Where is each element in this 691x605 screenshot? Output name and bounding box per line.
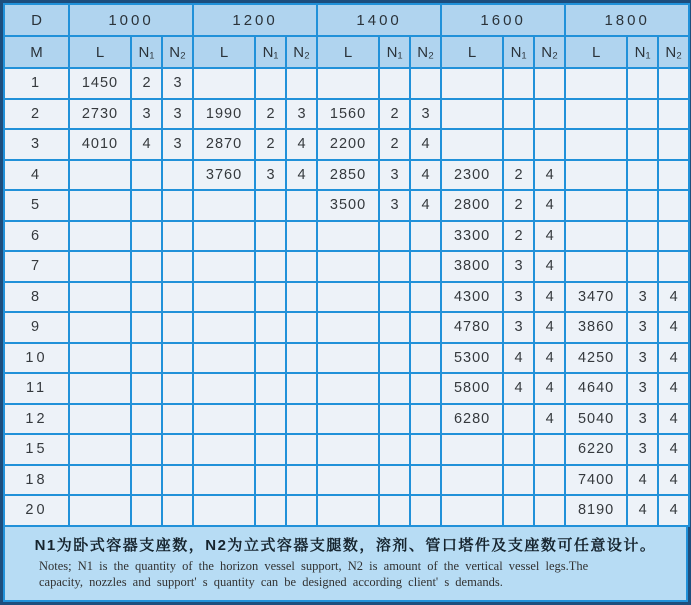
l-cell <box>193 251 255 282</box>
l-cell <box>565 160 627 191</box>
m-value-cell: 20 <box>4 495 69 526</box>
n1-cell: 4 <box>503 343 534 374</box>
n2-header: N₂ <box>410 36 441 68</box>
l-cell <box>193 495 255 526</box>
table-row <box>4 434 689 465</box>
n1-cell: 4 <box>627 465 658 496</box>
n2-cell <box>534 434 565 465</box>
table-row <box>4 312 689 343</box>
l-cell <box>441 68 503 99</box>
table-row <box>4 495 689 526</box>
l-cell <box>317 282 379 313</box>
n2-cell <box>286 68 317 99</box>
n2-cell <box>410 434 441 465</box>
n1-cell <box>131 312 162 343</box>
table-row <box>4 251 689 282</box>
vessel-spec-table <box>3 3 690 527</box>
n1-cell <box>131 343 162 374</box>
n2-cell <box>410 251 441 282</box>
m-value-cell: 18 <box>4 465 69 496</box>
l-cell: 5300 <box>441 343 503 374</box>
l-cell <box>69 251 131 282</box>
table-row <box>4 99 689 130</box>
l-cell <box>441 99 503 130</box>
n2-cell: 4 <box>658 434 689 465</box>
notes-english-line2: capacity, nozzles and support' s quantity can be designed according client' s demands. <box>39 574 503 589</box>
n1-cell <box>627 190 658 221</box>
n1-cell: 3 <box>627 404 658 435</box>
l-cell <box>317 251 379 282</box>
l-cell <box>193 282 255 313</box>
n2-header: N₂ <box>162 36 193 68</box>
n1-cell: 3 <box>627 312 658 343</box>
n1-cell <box>503 434 534 465</box>
n1-cell: 2 <box>379 99 410 130</box>
n1-cell <box>131 251 162 282</box>
n2-cell <box>534 129 565 160</box>
n1-cell <box>131 160 162 191</box>
n2-cell <box>410 343 441 374</box>
n2-cell: 4 <box>658 465 689 496</box>
l-cell <box>317 312 379 343</box>
n2-cell <box>658 221 689 252</box>
n2-cell <box>162 221 193 252</box>
n2-cell <box>286 495 317 526</box>
l-cell: 2730 <box>69 99 131 130</box>
n2-cell: 4 <box>658 373 689 404</box>
l-cell: 1450 <box>69 68 131 99</box>
n2-cell: 3 <box>162 68 193 99</box>
l-cell <box>193 68 255 99</box>
n2-cell <box>658 251 689 282</box>
m-value-cell: 2 <box>4 99 69 130</box>
l-cell <box>69 190 131 221</box>
l-cell: 1990 <box>193 99 255 130</box>
n2-cell: 4 <box>658 282 689 313</box>
table-row <box>4 129 689 160</box>
l-cell <box>193 190 255 221</box>
n1-cell <box>131 221 162 252</box>
n1-cell: 2 <box>503 160 534 191</box>
n1-cell <box>379 404 410 435</box>
n1-cell <box>627 99 658 130</box>
n2-cell <box>162 373 193 404</box>
table-row <box>4 160 689 191</box>
n1-cell: 3 <box>503 251 534 282</box>
l-cell: 3860 <box>565 312 627 343</box>
l-cell <box>565 129 627 160</box>
n1-cell: 3 <box>503 282 534 313</box>
m-value-cell: 12 <box>4 404 69 435</box>
table-row <box>4 221 689 252</box>
group-header-1200: 1200 <box>193 4 317 36</box>
n1-header: N₁ <box>131 36 162 68</box>
n2-cell <box>162 282 193 313</box>
n2-cell <box>162 251 193 282</box>
n1-cell <box>503 404 534 435</box>
n2-cell <box>162 404 193 435</box>
table-row <box>4 465 689 496</box>
n2-cell: 4 <box>534 160 565 191</box>
m-value-cell: 9 <box>4 312 69 343</box>
table-row <box>4 190 689 221</box>
n2-cell <box>410 68 441 99</box>
n2-cell <box>286 404 317 435</box>
n2-cell <box>162 312 193 343</box>
l-cell <box>317 221 379 252</box>
n2-cell <box>410 404 441 435</box>
n2-cell: 3 <box>286 99 317 130</box>
n1-cell <box>379 282 410 313</box>
l-cell <box>565 68 627 99</box>
n1-cell <box>379 495 410 526</box>
l-cell <box>69 434 131 465</box>
n1-cell <box>255 495 286 526</box>
l-cell: 2800 <box>441 190 503 221</box>
l-cell <box>317 434 379 465</box>
n2-cell: 3 <box>162 129 193 160</box>
n1-cell <box>627 251 658 282</box>
m-value-cell: 6 <box>4 221 69 252</box>
n2-cell <box>410 221 441 252</box>
n1-cell: 3 <box>627 343 658 374</box>
table-row <box>4 343 689 374</box>
group-header-1000: 1000 <box>69 4 193 36</box>
l-cell <box>565 251 627 282</box>
l-cell: 2870 <box>193 129 255 160</box>
l-cell <box>565 190 627 221</box>
n1-cell: 2 <box>503 221 534 252</box>
m-value-cell: 11 <box>4 373 69 404</box>
l-cell: 5800 <box>441 373 503 404</box>
n1-cell <box>255 251 286 282</box>
group-header-1800: 1800 <box>565 4 689 36</box>
l-cell: 3500 <box>317 190 379 221</box>
n2-cell <box>658 68 689 99</box>
n2-cell: 3 <box>410 99 441 130</box>
n1-cell <box>255 190 286 221</box>
l-cell: 2200 <box>317 129 379 160</box>
l-cell <box>69 373 131 404</box>
m-value-cell: 10 <box>4 343 69 374</box>
notes-english-line1: Notes; N1 is the quantity of the horizon vessel support, N2 is amount of the vertical vessel legs.The <box>39 558 589 573</box>
l-cell <box>69 221 131 252</box>
l-cell: 4300 <box>441 282 503 313</box>
n2-cell <box>534 495 565 526</box>
n2-cell: 4 <box>534 251 565 282</box>
l-header: L <box>565 36 627 68</box>
sub-header-row <box>4 36 689 68</box>
m-value-cell: 4 <box>4 160 69 191</box>
n1-cell <box>379 343 410 374</box>
n2-cell <box>410 282 441 313</box>
l-cell <box>317 343 379 374</box>
n1-cell: 3 <box>503 312 534 343</box>
l-cell: 6280 <box>441 404 503 435</box>
n1-cell <box>503 68 534 99</box>
n2-cell <box>410 495 441 526</box>
m-value-cell: 5 <box>4 190 69 221</box>
n2-cell <box>286 373 317 404</box>
l-cell <box>69 282 131 313</box>
n2-cell: 4 <box>658 343 689 374</box>
l-header: L <box>69 36 131 68</box>
n1-cell <box>627 221 658 252</box>
l-header: L <box>441 36 503 68</box>
l-cell: 7400 <box>565 465 627 496</box>
l-cell <box>193 343 255 374</box>
table-row <box>4 282 689 313</box>
l-cell: 4780 <box>441 312 503 343</box>
n1-header: N₁ <box>503 36 534 68</box>
l-cell: 8190 <box>565 495 627 526</box>
l-cell <box>441 434 503 465</box>
n2-cell <box>410 312 441 343</box>
l-cell: 3800 <box>441 251 503 282</box>
l-cell <box>193 465 255 496</box>
n1-cell <box>255 434 286 465</box>
n2-cell: 4 <box>534 190 565 221</box>
n1-cell: 3 <box>627 282 658 313</box>
n1-cell <box>131 282 162 313</box>
l-cell: 4010 <box>69 129 131 160</box>
n1-cell <box>255 282 286 313</box>
l-cell: 3300 <box>441 221 503 252</box>
m-value-cell: 1 <box>4 68 69 99</box>
n2-cell <box>286 312 317 343</box>
n1-cell <box>131 465 162 496</box>
n1-cell: 3 <box>255 160 286 191</box>
n2-cell <box>162 160 193 191</box>
l-cell <box>193 312 255 343</box>
n1-cell: 2 <box>503 190 534 221</box>
n1-cell <box>255 465 286 496</box>
n2-cell <box>286 465 317 496</box>
n1-cell: 4 <box>131 129 162 160</box>
n2-cell <box>286 343 317 374</box>
n1-cell <box>379 373 410 404</box>
n1-cell <box>503 129 534 160</box>
n1-cell <box>379 221 410 252</box>
n2-cell <box>410 465 441 496</box>
n2-header: N₂ <box>658 36 689 68</box>
n1-cell <box>255 373 286 404</box>
l-cell <box>441 495 503 526</box>
notes-panel <box>3 527 688 603</box>
n2-cell <box>162 343 193 374</box>
n1-header: N₁ <box>627 36 658 68</box>
n2-cell: 4 <box>286 129 317 160</box>
n2-cell <box>286 221 317 252</box>
n2-cell <box>410 373 441 404</box>
corner-m-cell: M <box>4 36 69 68</box>
n1-cell <box>379 434 410 465</box>
table-row <box>4 373 689 404</box>
group-header-1600: 1600 <box>441 4 565 36</box>
l-cell: 4640 <box>565 373 627 404</box>
n1-cell: 4 <box>503 373 534 404</box>
n1-cell <box>255 221 286 252</box>
n1-cell <box>255 404 286 435</box>
l-cell: 1560 <box>317 99 379 130</box>
n2-cell <box>534 68 565 99</box>
diameter-header-row <box>4 4 689 36</box>
n2-cell <box>534 99 565 130</box>
n2-cell <box>658 160 689 191</box>
m-value-cell: 3 <box>4 129 69 160</box>
l-cell: 3470 <box>565 282 627 313</box>
n1-cell <box>503 495 534 526</box>
n2-cell: 4 <box>534 221 565 252</box>
table-body <box>4 68 689 526</box>
n1-cell <box>627 160 658 191</box>
n2-cell: 4 <box>534 404 565 435</box>
l-cell <box>69 495 131 526</box>
n1-cell <box>627 129 658 160</box>
n2-cell <box>286 190 317 221</box>
n1-cell <box>379 312 410 343</box>
n1-cell: 3 <box>627 373 658 404</box>
l-cell <box>69 404 131 435</box>
n2-cell <box>286 434 317 465</box>
m-value-cell: 15 <box>4 434 69 465</box>
n1-cell <box>503 99 534 130</box>
n1-cell: 4 <box>627 495 658 526</box>
n2-cell: 4 <box>534 312 565 343</box>
n2-cell <box>658 129 689 160</box>
n2-cell <box>162 434 193 465</box>
n1-cell: 2 <box>131 68 162 99</box>
l-cell <box>317 373 379 404</box>
n1-cell <box>379 68 410 99</box>
n1-cell <box>255 343 286 374</box>
n2-cell <box>534 465 565 496</box>
n1-header: N₁ <box>255 36 286 68</box>
m-value-cell: 8 <box>4 282 69 313</box>
n2-cell: 4 <box>410 160 441 191</box>
n2-cell: 4 <box>658 495 689 526</box>
l-cell: 2850 <box>317 160 379 191</box>
l-cell <box>193 404 255 435</box>
l-cell <box>565 221 627 252</box>
n1-cell <box>131 404 162 435</box>
n2-cell: 4 <box>534 282 565 313</box>
l-cell <box>317 495 379 526</box>
l-cell <box>69 343 131 374</box>
n2-cell <box>162 495 193 526</box>
n1-cell: 3 <box>627 434 658 465</box>
n1-cell <box>627 68 658 99</box>
n1-cell <box>379 465 410 496</box>
n1-cell <box>131 373 162 404</box>
n2-cell: 4 <box>410 190 441 221</box>
l-cell <box>441 465 503 496</box>
l-cell: 5040 <box>565 404 627 435</box>
n1-cell: 3 <box>131 99 162 130</box>
n1-cell <box>131 495 162 526</box>
notes-chinese: N1为卧式容器支座数，N2为立式容器支腿数，溶剂、管口塔件及支座数可任意设计。 <box>34 536 657 554</box>
n1-cell <box>255 68 286 99</box>
n1-cell <box>131 190 162 221</box>
l-header: L <box>317 36 379 68</box>
corner-d-cell: D <box>4 4 69 36</box>
n1-cell: 2 <box>255 129 286 160</box>
l-cell <box>193 434 255 465</box>
n2-cell: 4 <box>658 404 689 435</box>
n2-header: N₂ <box>534 36 565 68</box>
l-cell: 2300 <box>441 160 503 191</box>
l-cell <box>193 373 255 404</box>
l-cell <box>317 68 379 99</box>
l-cell <box>317 404 379 435</box>
table-row <box>4 404 689 435</box>
n1-cell: 2 <box>379 129 410 160</box>
n2-cell: 4 <box>658 312 689 343</box>
group-header-1400: 1400 <box>317 4 441 36</box>
table-row <box>4 68 689 99</box>
n2-cell: 4 <box>286 160 317 191</box>
n2-cell: 4 <box>534 373 565 404</box>
n2-cell <box>162 190 193 221</box>
n1-cell: 3 <box>379 190 410 221</box>
n2-cell <box>162 465 193 496</box>
n1-cell: 3 <box>379 160 410 191</box>
l-cell <box>69 465 131 496</box>
n2-cell: 4 <box>534 343 565 374</box>
n2-cell: 3 <box>162 99 193 130</box>
l-cell <box>441 129 503 160</box>
n1-cell <box>255 312 286 343</box>
l-cell <box>565 99 627 130</box>
n2-cell <box>286 282 317 313</box>
l-cell: 4250 <box>565 343 627 374</box>
l-cell <box>69 160 131 191</box>
l-cell: 6220 <box>565 434 627 465</box>
l-header: L <box>193 36 255 68</box>
n1-cell <box>503 465 534 496</box>
n1-cell: 2 <box>255 99 286 130</box>
m-value-cell: 7 <box>4 251 69 282</box>
n1-cell <box>379 251 410 282</box>
n2-cell <box>658 99 689 130</box>
l-cell <box>193 221 255 252</box>
l-cell: 3760 <box>193 160 255 191</box>
n2-cell <box>658 190 689 221</box>
n2-cell: 4 <box>410 129 441 160</box>
l-cell <box>317 465 379 496</box>
n2-header: N₂ <box>286 36 317 68</box>
l-cell <box>69 312 131 343</box>
n1-cell <box>131 434 162 465</box>
n2-cell <box>286 251 317 282</box>
n1-header: N₁ <box>379 36 410 68</box>
